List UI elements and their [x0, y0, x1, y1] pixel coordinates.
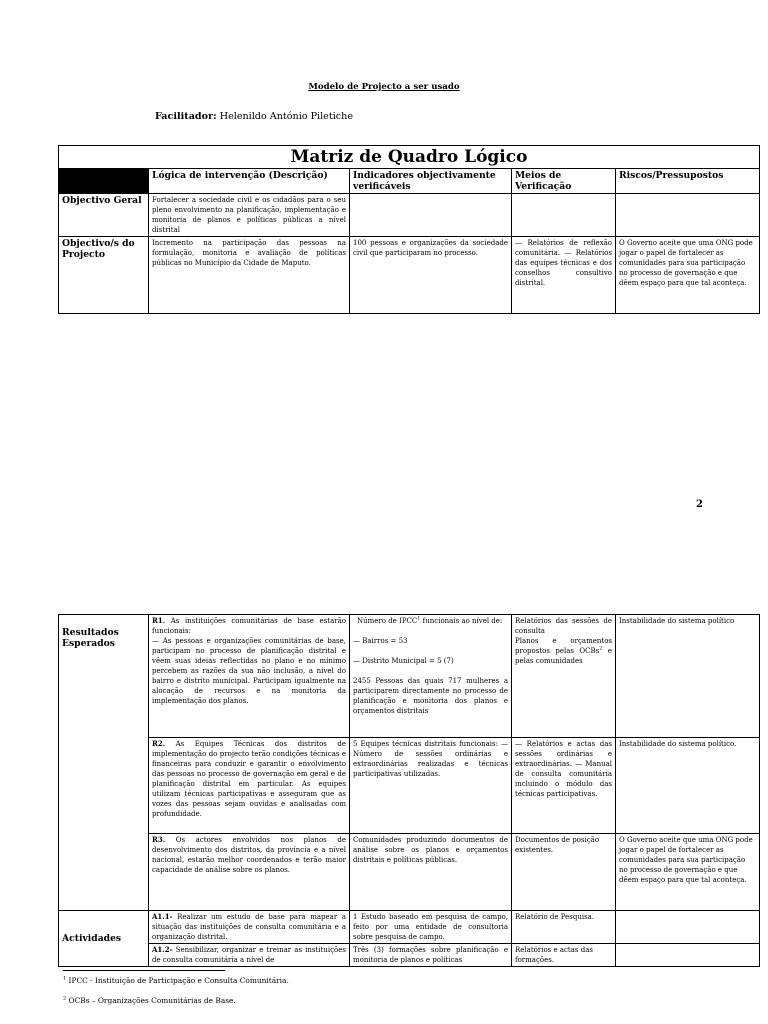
project-objective-logic: Incremento na participação das pessoas na formulação, monitoria e avaliação de políticas públicas no Município da Cidade de Maputo.: [149, 237, 350, 314]
activity-a11-id: A1.1-: [152, 912, 173, 921]
col-header-means: Meios de Verificação: [512, 169, 616, 194]
result-r2-means: — Relatórios e actas das sessões ordinárias e extraordinárias. — Manual de consulta comunitária incluindo o módulo das técnicas participativas.: [512, 738, 616, 834]
result-r2-id: R2.: [152, 739, 166, 748]
general-objective-means: [512, 194, 616, 237]
result-r1-means-a: Relatórios das sessões de consulta: [515, 617, 612, 635]
result-r3-logic: [149, 834, 350, 911]
col-header-logic: Lógica de intervenção (Descrição): [149, 169, 350, 194]
activity-a12-text: Sensibilizar, organizar e treinar as instituições de consulta comunitária a nível de: [152, 946, 346, 964]
activity-a11-indicators: 1 Estudo baseado em pesquisa de campo, feito por uma entidade de consultoria sobre pesquisa de campo.: [350, 911, 512, 944]
footnote-2-text: OCBs – Organizações Comunitárias de Base.: [68, 996, 236, 1005]
footnote-1-text: IPCC - Instituição de Participação e Consulta Comunitária.: [68, 976, 289, 985]
general-objective-risks: [616, 194, 760, 237]
facilitator-line: [155, 111, 353, 122]
result-r1-means-c: e pelas comunidades: [515, 647, 612, 665]
activity-a12-id: A1.2-: [152, 945, 173, 954]
result-r1-ind-a: Número de IPCC: [357, 617, 418, 625]
result-r1-ind-a-line: [353, 616, 508, 626]
footnote-2-number: 2: [63, 995, 67, 1002]
result-r2-indicators: 5 Equipes técnicas distritais funcionais: — Número de sessões ordinárias e extraordinárias realizadas e técnicas participativas utilizadas.: [350, 738, 512, 834]
matrix-title: Matriz de Quadro Lógico: [59, 146, 760, 169]
page-number: 2: [696, 499, 703, 510]
result-r1-text2: — As pessoas e organizações comunitárias de base, participam no processo de planificação distrital e vêem suas ideias reflectidas no plano e no mínimo percebem as razões da sua não inclusão, a nível do bairro e distrito municipal. Participam igualmente na alocação de recursos e na monitoria da implementação dos planos.: [152, 637, 346, 705]
result-r1-risks: Instabilidade do sistema político: [616, 615, 760, 738]
activity-a11-risks: [616, 911, 760, 944]
result-r2-text: As Equipes Técnicas dos distritos de implementação do projecto terão condições técnicas e financeiras para conduzir e garantir o envolvimento das pessoas no processo de governação em geral e de planificação distrital em particular. As equipes utilizam técnicas participativas e asseguram que as vozes das pessoas sejam ouvidas e analisadas com profundidade.: [152, 740, 346, 818]
result-r1-ind-e: 2455 Pessoas das quais 717 mulheres a participarem directamente no processo de planificação e monitoria dos planos e orçamentos distritais: [353, 677, 508, 715]
project-objective-risks: O Governo aceite que uma ONG pode jogar o papel de fortalecer as comunidades para sua participação no processo de governação e que dêem espaço para que tal aconteça.: [616, 237, 760, 314]
col-header-indicators: Indicadores objectivamente verificáveis: [350, 169, 512, 194]
activity-a12-means: Relatórios e actas das formações.: [512, 944, 616, 967]
activity-a11-text: Realizar um estudo de base para mapear a situação das instituições de consulta comunitária e a organização distrital.: [152, 913, 346, 941]
result-r1-logic: [149, 615, 350, 738]
general-objective-indicators: [350, 194, 512, 237]
document-title: Modelo de Projecto a ser usado: [308, 82, 460, 92]
row-label-general-objective: Objectivo Geral: [59, 194, 149, 237]
result-r3-indicators: Comunidades produzindo documentos de análise sobre os planos e orçamentos distritais e políticas públicas.: [350, 834, 512, 911]
result-r3-text: Os actores envolvidos nos planos de desenvolvimento dos distritos, da província e a nível nacional, estarão melhor coordenados e terão maior capacidade de análise sobre os planos.: [152, 836, 346, 874]
row-label-project-objective: Objectivo/s do Projecto: [59, 237, 149, 314]
general-objective-logic: Fortalecer a sociedade civil e os cidadãos para o seu pleno envolvimento na planificação, implementação e monitoria de planos e políticas públicas a nível distrital: [149, 194, 350, 237]
result-r2-risks: Instabilidade do sistema político.: [616, 738, 760, 834]
project-objective-indicators: 100 pessoas e organizações da sociedade civil que participaram no processo.: [350, 237, 512, 314]
result-r1-indicators: [350, 615, 512, 738]
row-label-expected-results: Resultados Esperados: [59, 615, 149, 911]
result-r1-means: [512, 615, 616, 738]
footnote-1: [63, 976, 289, 985]
result-r1-ind-c: — Bairros = 53: [353, 637, 408, 645]
footnote-ref-2[interactable]: 2: [599, 645, 603, 652]
footnote-ref-1[interactable]: 1: [417, 615, 421, 622]
result-r1-id: R1.: [152, 616, 166, 625]
activity-a12-logic: [149, 944, 350, 967]
result-r1-means-b-line: [515, 636, 612, 666]
result-r2-logic: [149, 738, 350, 834]
activity-a12-risks: [616, 944, 760, 967]
activity-a12-indicators: Três (3) formações sobre planificação e monitoria de planos e políticas: [350, 944, 512, 967]
row-label-activities: Actividades: [59, 911, 149, 967]
facilitator-name: Helenildo António Piletiche: [219, 111, 354, 122]
header-corner-cell: [59, 169, 149, 194]
result-r1-ind-d: — Distrito Municipal = 5 (7): [353, 657, 454, 665]
result-r1-means-b: Planos e orçamentos propostos pelas OCBs: [515, 637, 612, 655]
result-r1-ind-b: funcionais ao nível de:: [422, 617, 503, 625]
facilitator-label: Facilitador:: [155, 111, 217, 122]
logframe-table-continued: [58, 614, 760, 967]
activity-a11-means: Relatório de Pesquisa.: [512, 911, 616, 944]
result-r3-means: Documentos de posição existentes.: [512, 834, 616, 911]
activity-a11-logic: [149, 911, 350, 944]
result-r3-risks: O Governo aceite que uma ONG pode jogar o papel de fortalecer as comunidades para sua participação no processo de governação e que dêem espaço para que tal aconteça.: [616, 834, 760, 911]
footnote-1-number: 1: [63, 975, 67, 982]
project-objective-means: — Relatórios de reflexão comunitária. — Relatórios das equipes técnicas e dos conselhos consultivo distrital.: [512, 237, 616, 314]
logframe-table: [58, 145, 760, 314]
footnote-separator: [63, 970, 225, 971]
footnote-2: [63, 996, 236, 1005]
result-r1-text: As instituições comunitárias de base estarão funcionais:: [152, 617, 346, 635]
result-r3-id: R3.: [152, 835, 166, 844]
col-header-risks: Riscos/Pressupostos: [616, 169, 760, 194]
